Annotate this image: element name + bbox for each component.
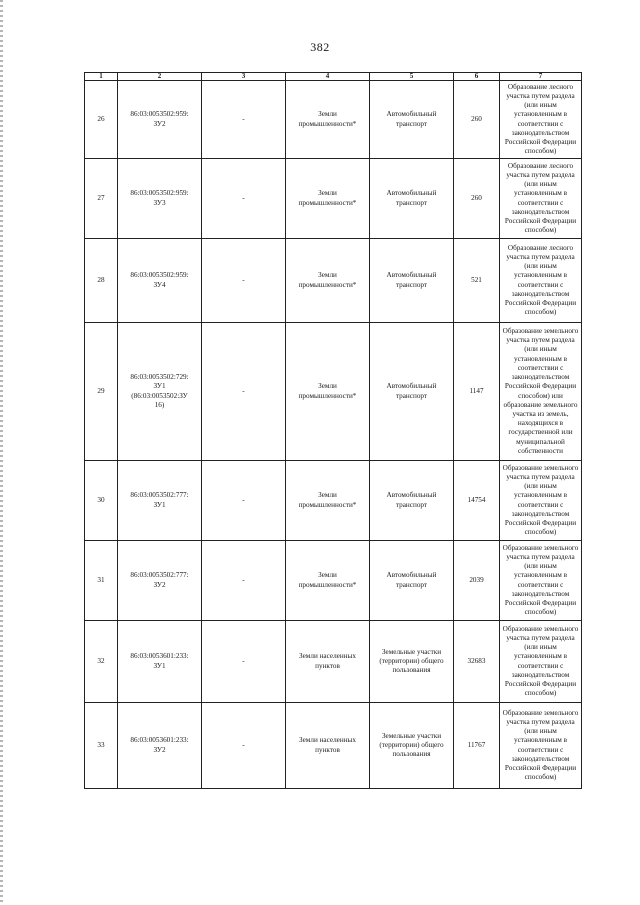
formation-method-cell-line: участка путем раздела [506, 552, 575, 561]
area-cell [454, 461, 500, 541]
formation-method-cell-line: Образование земельного [502, 708, 579, 717]
formation-method-cell-line: установленным в [514, 652, 567, 661]
land-category-cell-line: Земли [318, 382, 337, 391]
row-number-cell-line: 27 [97, 193, 105, 202]
formation-method-cell-line: способом) [524, 608, 557, 617]
table-header-row [85, 73, 582, 81]
area-cell [454, 541, 500, 621]
row-number-cell [85, 541, 118, 621]
area-cell-line: 521 [471, 275, 482, 284]
column-3-cell-line: - [242, 386, 245, 395]
formation-method-cell-line: муниципальной [516, 437, 565, 446]
formation-method-cell-line: Образование земельного [502, 543, 579, 552]
formation-method-cell-line: (или иным [524, 345, 557, 354]
row-number-cell-line: 29 [97, 386, 105, 395]
permitted-use-cell-line: Автомобильный [386, 271, 437, 280]
land-category-cell-line: пунктов [315, 661, 340, 670]
column-3-cell [202, 703, 286, 789]
formation-method-cell-line: участка путем раздела [506, 472, 575, 481]
permitted-use-cell-line: транспорт [395, 280, 428, 289]
formation-method-cell-line: способом) [524, 689, 557, 698]
permitted-use-cell-line: (территории) общего [379, 656, 444, 665]
land-category-cell-line: промышленности* [298, 280, 357, 289]
formation-method-cell-line: способом) [524, 308, 557, 317]
column-header-1: 1 [85, 73, 118, 81]
formation-method-cell-line: законодательством [511, 128, 570, 137]
formation-method-cell-line: Российской Федерации [504, 382, 577, 391]
row-number-cell [85, 159, 118, 239]
column-3-cell-line: - [242, 656, 245, 665]
area-cell [454, 323, 500, 461]
column-header-3: 3 [202, 73, 286, 81]
column-3-cell-line: - [242, 275, 245, 284]
permitted-use-cell-line: Автомобильный [386, 110, 437, 119]
land-category-cell [286, 159, 370, 239]
table-row [85, 159, 582, 239]
formation-method-cell-line: способом) [524, 226, 557, 235]
formation-method-cell-line: соответствии с [517, 661, 564, 670]
table-row [85, 461, 582, 541]
formation-method-cell-line: участка из земель, [512, 409, 569, 418]
formation-method-cell-line: Российской Федерации [504, 216, 577, 225]
formation-method-cell-line: Образование лесного [507, 82, 574, 91]
area-cell-line: 32683 [467, 656, 486, 665]
column-3-cell-line: - [242, 495, 245, 504]
area-cell-line: 14754 [467, 495, 486, 504]
row-number-cell-line: 32 [97, 656, 105, 665]
formation-method-cell-line: государственной или [508, 428, 573, 437]
formation-method-cell-line: установленным в [514, 110, 567, 119]
formation-method-cell-line: соответствии с [517, 500, 564, 509]
formation-method-cell-line: собственности [518, 446, 563, 455]
formation-method-cell-line: соответствии с [517, 745, 564, 754]
formation-method-cell-line: участка путем раздела [506, 336, 575, 345]
formation-method-cell-line: установленным в [514, 491, 567, 500]
permitted-use-cell-line: Земельные участки [381, 731, 442, 740]
land-category-cell-line: Земли [318, 571, 337, 580]
formation-method-cell-line: способом) или [518, 391, 563, 400]
cadastral-number-cell-line: ЗУ4 [153, 280, 166, 289]
row-number-cell [85, 621, 118, 703]
formation-method-cell-line: участка путем раздела [506, 633, 575, 642]
formation-method-cell-line: участка путем раздела [506, 91, 575, 100]
row-number-cell-line: 33 [97, 740, 105, 749]
cadastral-number-cell-line: 86:03:0053502:959: [130, 271, 189, 280]
cadastral-number-cell-line: 86:03:0053502:959: [130, 110, 189, 119]
formation-method-cell-line: Образование земельного [502, 463, 579, 472]
row-number-cell-line: 26 [97, 114, 105, 123]
formation-method-cell-line: законодательством [511, 754, 570, 763]
land-category-cell [286, 81, 370, 159]
formation-method-cell-line: соответствии с [517, 363, 564, 372]
land-category-cell-line: промышленности* [298, 500, 357, 509]
formation-method-cell-line: участка путем раздела [506, 170, 575, 179]
cadastral-number-cell-line: 86:03:0053502:777: [130, 571, 189, 580]
formation-method-cell-line: соответствии с [517, 580, 564, 589]
formation-method-cell-line: участка путем раздела [506, 252, 575, 261]
cadastral-number-cell-line: ЗУ1 [153, 500, 166, 509]
formation-method-cell-line: законодательством [511, 289, 570, 298]
formation-method-cell-line: Российской Федерации [504, 298, 577, 307]
area-cell-line: 260 [471, 114, 482, 123]
area-cell [454, 81, 500, 159]
formation-method-cell-line: установленным в [514, 736, 567, 745]
formation-method-cell-line: (или иным [524, 727, 557, 736]
area-cell [454, 703, 500, 789]
cadastral-number-cell-line: ЗУ2 [153, 580, 166, 589]
formation-method-cell-line: (или иным [524, 180, 557, 189]
formation-method-cell-line: находящихся в [517, 419, 564, 428]
land-category-cell-line: Земли [318, 271, 337, 280]
formation-method-cell-line: Образование земельного [502, 624, 579, 633]
column-3-cell-line: - [242, 740, 245, 749]
area-cell-line: 1147 [469, 386, 484, 395]
row-number-cell [85, 81, 118, 159]
table-row [85, 239, 582, 323]
formation-method-cell-line: законодательством [511, 670, 570, 679]
column-3-cell [202, 461, 286, 541]
permitted-use-cell-line: пользования [392, 666, 431, 675]
column-3-cell [202, 239, 286, 323]
land-category-cell [286, 239, 370, 323]
permitted-use-cell-line: транспорт [395, 198, 428, 207]
column-3-cell-line: - [242, 575, 245, 584]
column-3-cell [202, 621, 286, 703]
table-row [85, 621, 582, 703]
formation-method-cell-line: законодательством [511, 589, 570, 598]
permitted-use-cell-line: Земельные участки [381, 647, 442, 656]
row-number-cell [85, 703, 118, 789]
permitted-use-cell [370, 541, 454, 621]
area-cell-line: 2039 [469, 575, 484, 584]
table-body [85, 81, 582, 789]
cadastral-number-cell [118, 703, 202, 789]
cadastral-number-cell-line: 86:03:0053601:233: [130, 652, 189, 661]
formation-method-cell-line: образование земельного [503, 400, 578, 409]
formation-method-cell-line: законодательством [511, 373, 570, 382]
cadastral-number-cell-line: 86:03:0053502:777: [130, 491, 189, 500]
column-header-5: 5 [370, 73, 454, 81]
land-category-cell [286, 541, 370, 621]
permitted-use-cell [370, 239, 454, 323]
permitted-use-cell-line: транспорт [395, 580, 428, 589]
row-number-cell [85, 239, 118, 323]
formation-method-cell [500, 703, 582, 789]
permitted-use-cell-line: Автомобильный [386, 382, 437, 391]
land-category-cell [286, 461, 370, 541]
cadastral-number-cell [118, 621, 202, 703]
permitted-use-cell [370, 323, 454, 461]
column-3-cell [202, 159, 286, 239]
cadastral-number-cell-line: 86:03:0053502:959: [130, 189, 189, 198]
column-3-cell-line: - [242, 114, 245, 123]
formation-method-cell-line: Образование лесного [507, 243, 574, 252]
row-number-cell-line: 28 [97, 275, 105, 284]
formation-method-cell [500, 239, 582, 323]
formation-method-cell-line: законодательством [511, 207, 570, 216]
land-category-cell-line: промышленности* [298, 119, 357, 128]
permitted-use-cell [370, 461, 454, 541]
cadastral-number-cell [118, 461, 202, 541]
permitted-use-cell-line: пользования [392, 750, 431, 759]
formation-method-cell-line: установленным в [514, 571, 567, 580]
formation-method-cell [500, 461, 582, 541]
formation-method-cell-line: установленным в [514, 354, 567, 363]
permitted-use-cell-line: Автомобильный [386, 571, 437, 580]
column-3-cell [202, 541, 286, 621]
table-row [85, 81, 582, 159]
permitted-use-cell-line: транспорт [395, 500, 428, 509]
formation-method-cell [500, 323, 582, 461]
cadastral-number-cell-line: 16) [154, 400, 165, 409]
permitted-use-cell [370, 621, 454, 703]
land-category-cell [286, 703, 370, 789]
formation-method-cell-line: соответствии с [517, 280, 564, 289]
cadastral-number-cell [118, 81, 202, 159]
land-category-cell-line: промышленности* [298, 198, 357, 207]
formation-method-cell-line: соответствии с [517, 119, 564, 128]
formation-method-cell-line: способом) [524, 147, 557, 156]
area-cell [454, 621, 500, 703]
row-number-cell-line: 30 [97, 495, 105, 504]
cadastral-number-cell-line: (86:03:0053502:ЗУ [131, 391, 188, 400]
cadastral-number-cell-line: ЗУ1 [153, 661, 166, 670]
land-category-cell-line: Земли населенных [299, 736, 356, 745]
land-plots-table [84, 72, 582, 789]
cadastral-number-cell-line: ЗУ3 [153, 198, 166, 207]
formation-method-cell-line: соответствии с [517, 198, 564, 207]
formation-method-cell-line: установленным в [514, 271, 567, 280]
formation-method-cell [500, 159, 582, 239]
permitted-use-cell-line: Автомобильный [386, 189, 437, 198]
cadastral-number-cell [118, 541, 202, 621]
formation-method-cell-line: (или иным [524, 643, 557, 652]
area-cell-line: 260 [471, 193, 482, 202]
cadastral-number-cell-line: 86:03:0053502:729: [130, 373, 189, 382]
formation-method-cell-line: способом) [524, 773, 557, 782]
formation-method-cell-line: (или иным [524, 262, 557, 271]
row-number-cell [85, 461, 118, 541]
formation-method-cell [500, 541, 582, 621]
area-cell-line: 11767 [467, 740, 486, 749]
column-header-2: 2 [118, 73, 202, 81]
formation-method-cell-line: законодательством [511, 509, 570, 518]
cadastral-number-cell [118, 239, 202, 323]
formation-method-cell-line: установленным в [514, 189, 567, 198]
column-header-4: 4 [286, 73, 370, 81]
permitted-use-cell-line: транспорт [395, 391, 428, 400]
formation-method-cell-line: Российской Федерации [504, 598, 577, 607]
formation-method-cell-line: (или иным [524, 482, 557, 491]
table-row [85, 703, 582, 789]
cadastral-number-cell [118, 323, 202, 461]
land-category-cell-line: Земли [318, 189, 337, 198]
column-header-6: 6 [454, 73, 500, 81]
land-category-cell-line: промышленности* [298, 580, 357, 589]
column-header-7: 7 [500, 73, 582, 81]
cadastral-number-cell-line: 86:03:0053601:233: [130, 736, 189, 745]
cadastral-number-cell [118, 159, 202, 239]
formation-method-cell-line: Образование лесного [507, 161, 574, 170]
formation-method-cell [500, 621, 582, 703]
permitted-use-cell-line: (территории) общего [379, 740, 444, 749]
row-number-cell-line: 31 [97, 575, 105, 584]
permitted-use-cell-line: транспорт [395, 119, 428, 128]
formation-method-cell-line: способом) [524, 528, 557, 537]
formation-method-cell-line: Российской Федерации [504, 518, 577, 527]
row-number-cell [85, 323, 118, 461]
cadastral-number-cell-line: ЗУ2 [153, 119, 166, 128]
column-3-cell-line: - [242, 193, 245, 202]
cadastral-number-cell-line: ЗУ1 [153, 382, 166, 391]
land-category-cell-line: Земли населенных [299, 652, 356, 661]
formation-method-cell-line: (или иным [524, 562, 557, 571]
permitted-use-cell [370, 81, 454, 159]
formation-method-cell-line: Российской Федерации [504, 679, 577, 688]
formation-method-cell-line: Российской Федерации [504, 763, 577, 772]
area-cell [454, 159, 500, 239]
land-category-cell [286, 621, 370, 703]
land-category-cell-line: Земли [318, 491, 337, 500]
formation-method-cell-line: Образование земельного [502, 326, 579, 335]
permitted-use-cell-line: Автомобильный [386, 491, 437, 500]
column-3-cell [202, 81, 286, 159]
column-3-cell [202, 323, 286, 461]
permitted-use-cell [370, 159, 454, 239]
land-category-cell-line: промышленности* [298, 391, 357, 400]
cadastral-number-cell-line: ЗУ2 [153, 745, 166, 754]
table-row [85, 323, 582, 461]
area-cell [454, 239, 500, 323]
formation-method-cell-line: Российской Федерации [504, 137, 577, 146]
scan-left-edge [0, 0, 3, 905]
page-number: 382 [310, 40, 330, 54]
formation-method-cell-line: (или иным [524, 101, 557, 110]
formation-method-cell-line: участка путем раздела [506, 717, 575, 726]
table-row [85, 541, 582, 621]
land-category-cell-line: Земли [318, 110, 337, 119]
formation-method-cell [500, 81, 582, 159]
land-category-cell [286, 323, 370, 461]
land-category-cell-line: пунктов [315, 745, 340, 754]
permitted-use-cell [370, 703, 454, 789]
